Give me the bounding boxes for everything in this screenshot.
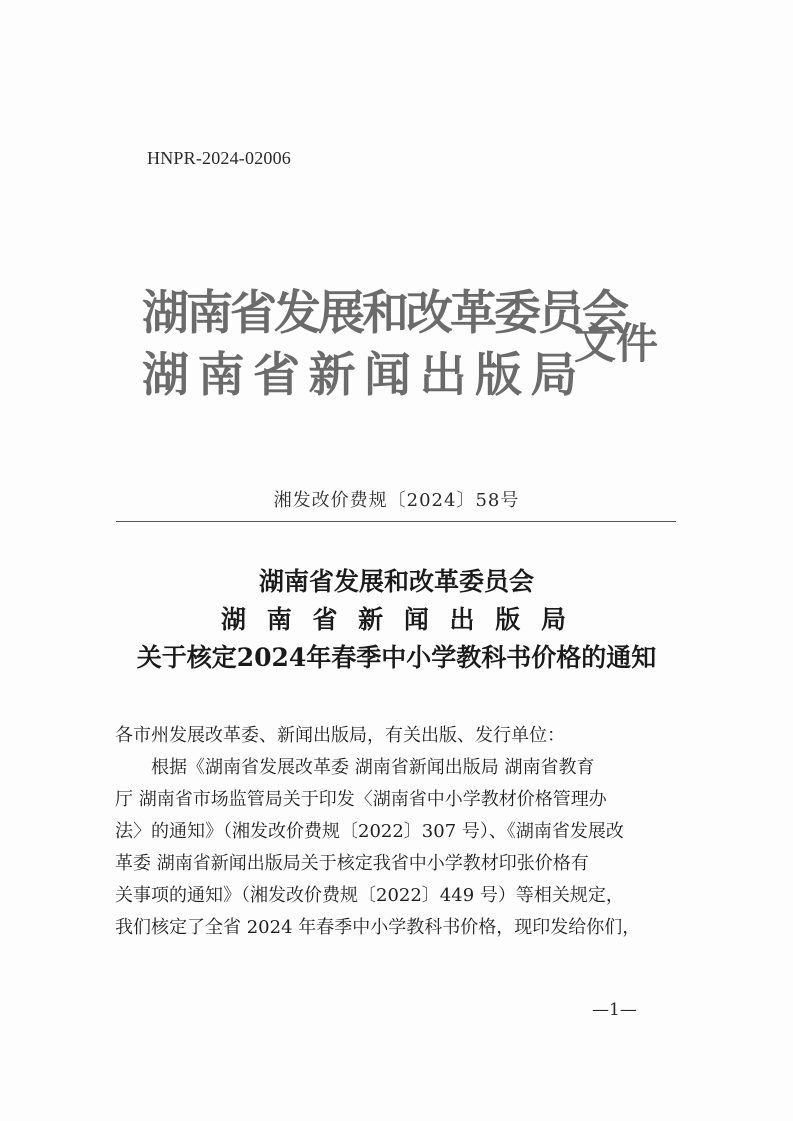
- document-number: 湘发改价费规〔2024〕58号: [273, 490, 520, 511]
- title-line-3: 关于核定2024年春季中小学教科书价格的通知: [136, 643, 657, 672]
- title-line-1: 湖南省发展和改革委员会: [258, 567, 534, 596]
- document-code: HNPR-2024-02006: [147, 148, 292, 168]
- issuer-suffix: 文件: [574, 319, 659, 368]
- page-number: —1—: [592, 1000, 637, 1020]
- body-line-5: 革委 湖南省新闻出版局关于核定我省中小学教材印张价格有: [115, 853, 589, 874]
- issuer-line-2: 湖南省新闻出版局: [142, 348, 586, 403]
- document-body: [115, 720, 685, 944]
- header-divider: [116, 521, 676, 522]
- body-line-4: 法〉的通知》（湘发改价费规〔2022〕307 号）、《湖南省发展改: [115, 821, 624, 842]
- body-line-3: 厅 湖南省市场监管局关于印发〈湖南省中小学教材价格管理办: [115, 789, 607, 810]
- body-line-2: 根据《湖南省发展改革委 湖南省新闻出版局 湖南省教育: [151, 757, 595, 778]
- body-line-6: 关事项的通知》（湘发改价费规〔2022〕449 号）等相关规定，: [115, 885, 624, 906]
- title-line-2: 湖 南 省 新 闻 出 版 局: [221, 605, 572, 634]
- issuer-header: [142, 286, 682, 420]
- body-line-7: 我们核定了全省 2024 年春季中小学教科书价格，现印发给你们，: [115, 917, 641, 938]
- document-title: [0, 563, 793, 677]
- body-line-1: 各市州发展改革委、新闻出版局，有关出版、发行单位：: [115, 725, 565, 746]
- issuer-line-1: 湖南省发展和改革委员会: [142, 286, 626, 341]
